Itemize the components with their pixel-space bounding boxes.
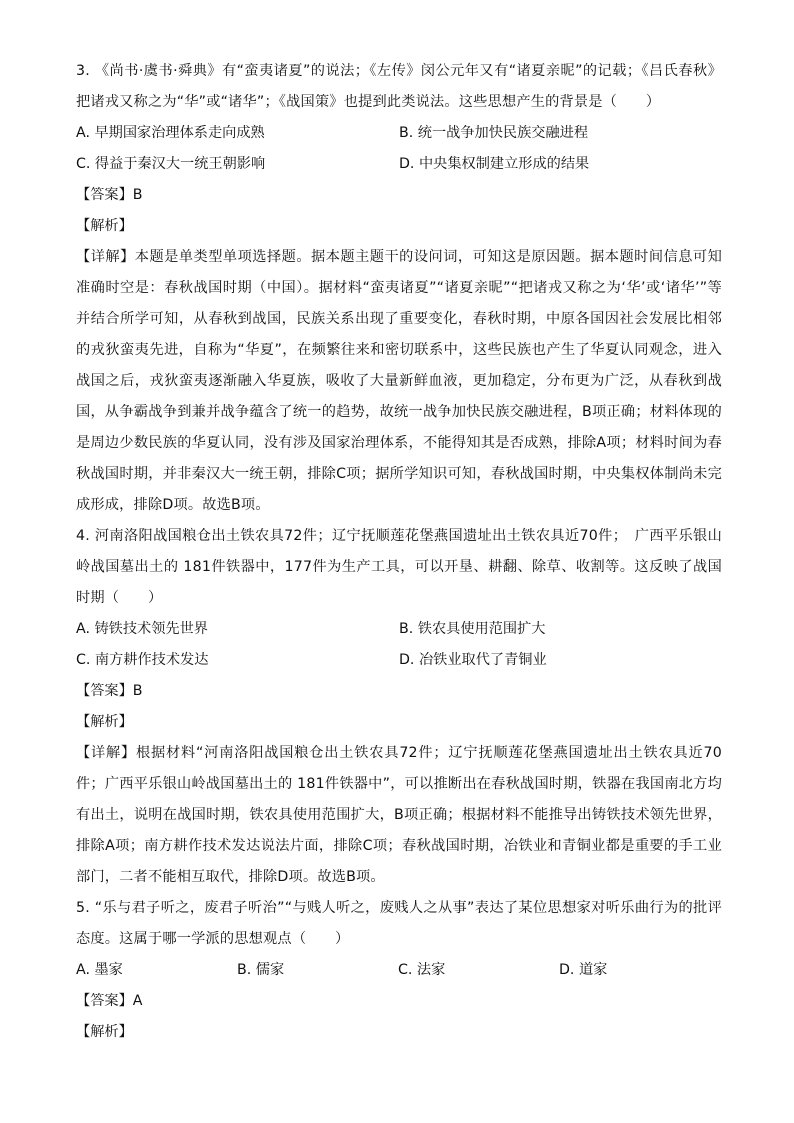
question-4-option-c: C. 南方耕作技术发达 — [76, 652, 209, 668]
question-3-answer: 【答案】B — [76, 187, 143, 203]
question-4-options-row-2 — [76, 645, 722, 676]
question-3-option-a: A. 早期国家治理体系走向成熟 — [76, 125, 265, 141]
question-5-option-d: D. 道家 — [559, 962, 608, 978]
question-5-answer: 【答案】A — [76, 993, 143, 1009]
question-4-option-b: B. 铁农具使用范围扩大 — [399, 621, 546, 637]
question-5-option-b: B. 儒家 — [237, 962, 285, 978]
question-3-options-row-1 — [76, 118, 722, 149]
question-4-option-d: D. 冶铁业取代了青铜业 — [399, 652, 547, 668]
question-5-options-row — [76, 955, 722, 986]
question-4-option-a: A. 铸铁技术领先世界 — [76, 621, 208, 637]
question-5-stem: 5. “乐与君子听之，废君子听治”“与贱人听之，废贱人之从事”表达了某位思想家对听乐曲行为的批评态度。这属于哪一学派的思想观点（ ） — [76, 900, 722, 947]
question-3-option-c: C. 得益于秦汉大一统王朝影响 — [76, 156, 266, 172]
question-4-answer: 【答案】B — [76, 683, 143, 699]
question-4-options-row-1 — [76, 614, 722, 645]
question-4-detail: 【详解】根据材料“河南洛阳战国粮仓出土铁农具72件；辽宁抚顺莲花堡燕国遗址出土铁农具近70件；广西平乐银山岭战国墓出土的 181件铁器中”，可以推断出在春秋战国时期，铁器在我国南北方均有出土，说明在战国时期，铁农具使用范围扩大，B项正确；根据材料不能推导出铸铁技术领先世界，排除A项；南方耕作技术发达说法片面，排除C项；春秋战国时期，冶铁业和青铜业都是重要的手工业部门，二者不能相互取代，排除D项。故选B项。 — [76, 745, 722, 885]
question-3-analysis-label: 【解析】 — [76, 218, 133, 234]
question-4-stem: 4. 河南洛阳战国粮仓出土铁农具72件；辽宁抚顺莲花堡燕国遗址出土铁农具近70件； 广西平乐银山岭战国墓出土的 181件铁器中，177件为生产工具，可以开垦、耕翻、除草、收割等。这反映了战国时期（ ） — [76, 528, 722, 606]
question-5-option-c: C. 法家 — [398, 962, 446, 978]
question-5-analysis-label: 【解析】 — [76, 1024, 133, 1040]
document-page — [76, 56, 722, 1048]
question-3-stem: 3. 《尚书·虞书·舜典》有“蛮夷诸夏”的说法；《左传》闵公元年又有“诸夏亲昵”的记载；《吕氏春秋》把诸戎又称之为“华”或“诸华”；《战国策》也提到此类说法。这些思想产生的背景是（ ） — [76, 63, 722, 110]
question-4-analysis-label: 【解析】 — [76, 714, 133, 730]
question-3-options-row-2 — [76, 149, 722, 180]
question-3-option-b: B. 统一战争加快民族交融进程 — [399, 125, 589, 141]
question-3-option-d: D. 中央集权制建立形成的结果 — [399, 156, 590, 172]
question-5-option-a: A. 墨家 — [76, 962, 123, 978]
question-3-detail: 【详解】本题是单类型单项选择题。据本题主题干的设问词，可知这是原因题。据本题时间信息可知准确时空是：春秋战国时期（中国）。据材料“蛮夷诸夏”“诸夏亲昵”“把诸戎又称之为‘华’或‘诸华’”等并结合所学可知，从春秋到战国，民族关系出现了重要变化，春秋时期，中原各国因社会发展比相邻的戎狄蛮夷先进，自称为“华夏”，在频繁往来和密切联系中，这些民族也产生了华夏认同观念，进入战国之后，戎狄蛮夷逐渐融入华夏族，吸收了大量新鲜血液，更加稳定，分布更为广泛，从春秋到战国，从争霸战争到兼并战争蕴含了统一的趋势，故统一战争加快民族交融进程，B项正确；材料体现的是周边少数民族的华夏认同，没有涉及国家治理体系，不能得知其是否成熟，排除A项；材料时间为春秋战国时期，并非秦汉大一统王朝，排除C项；据所学知识可知，春秋战国时期，中央集权体制尚未完成形成，排除D项。故选B项。 — [76, 249, 722, 513]
